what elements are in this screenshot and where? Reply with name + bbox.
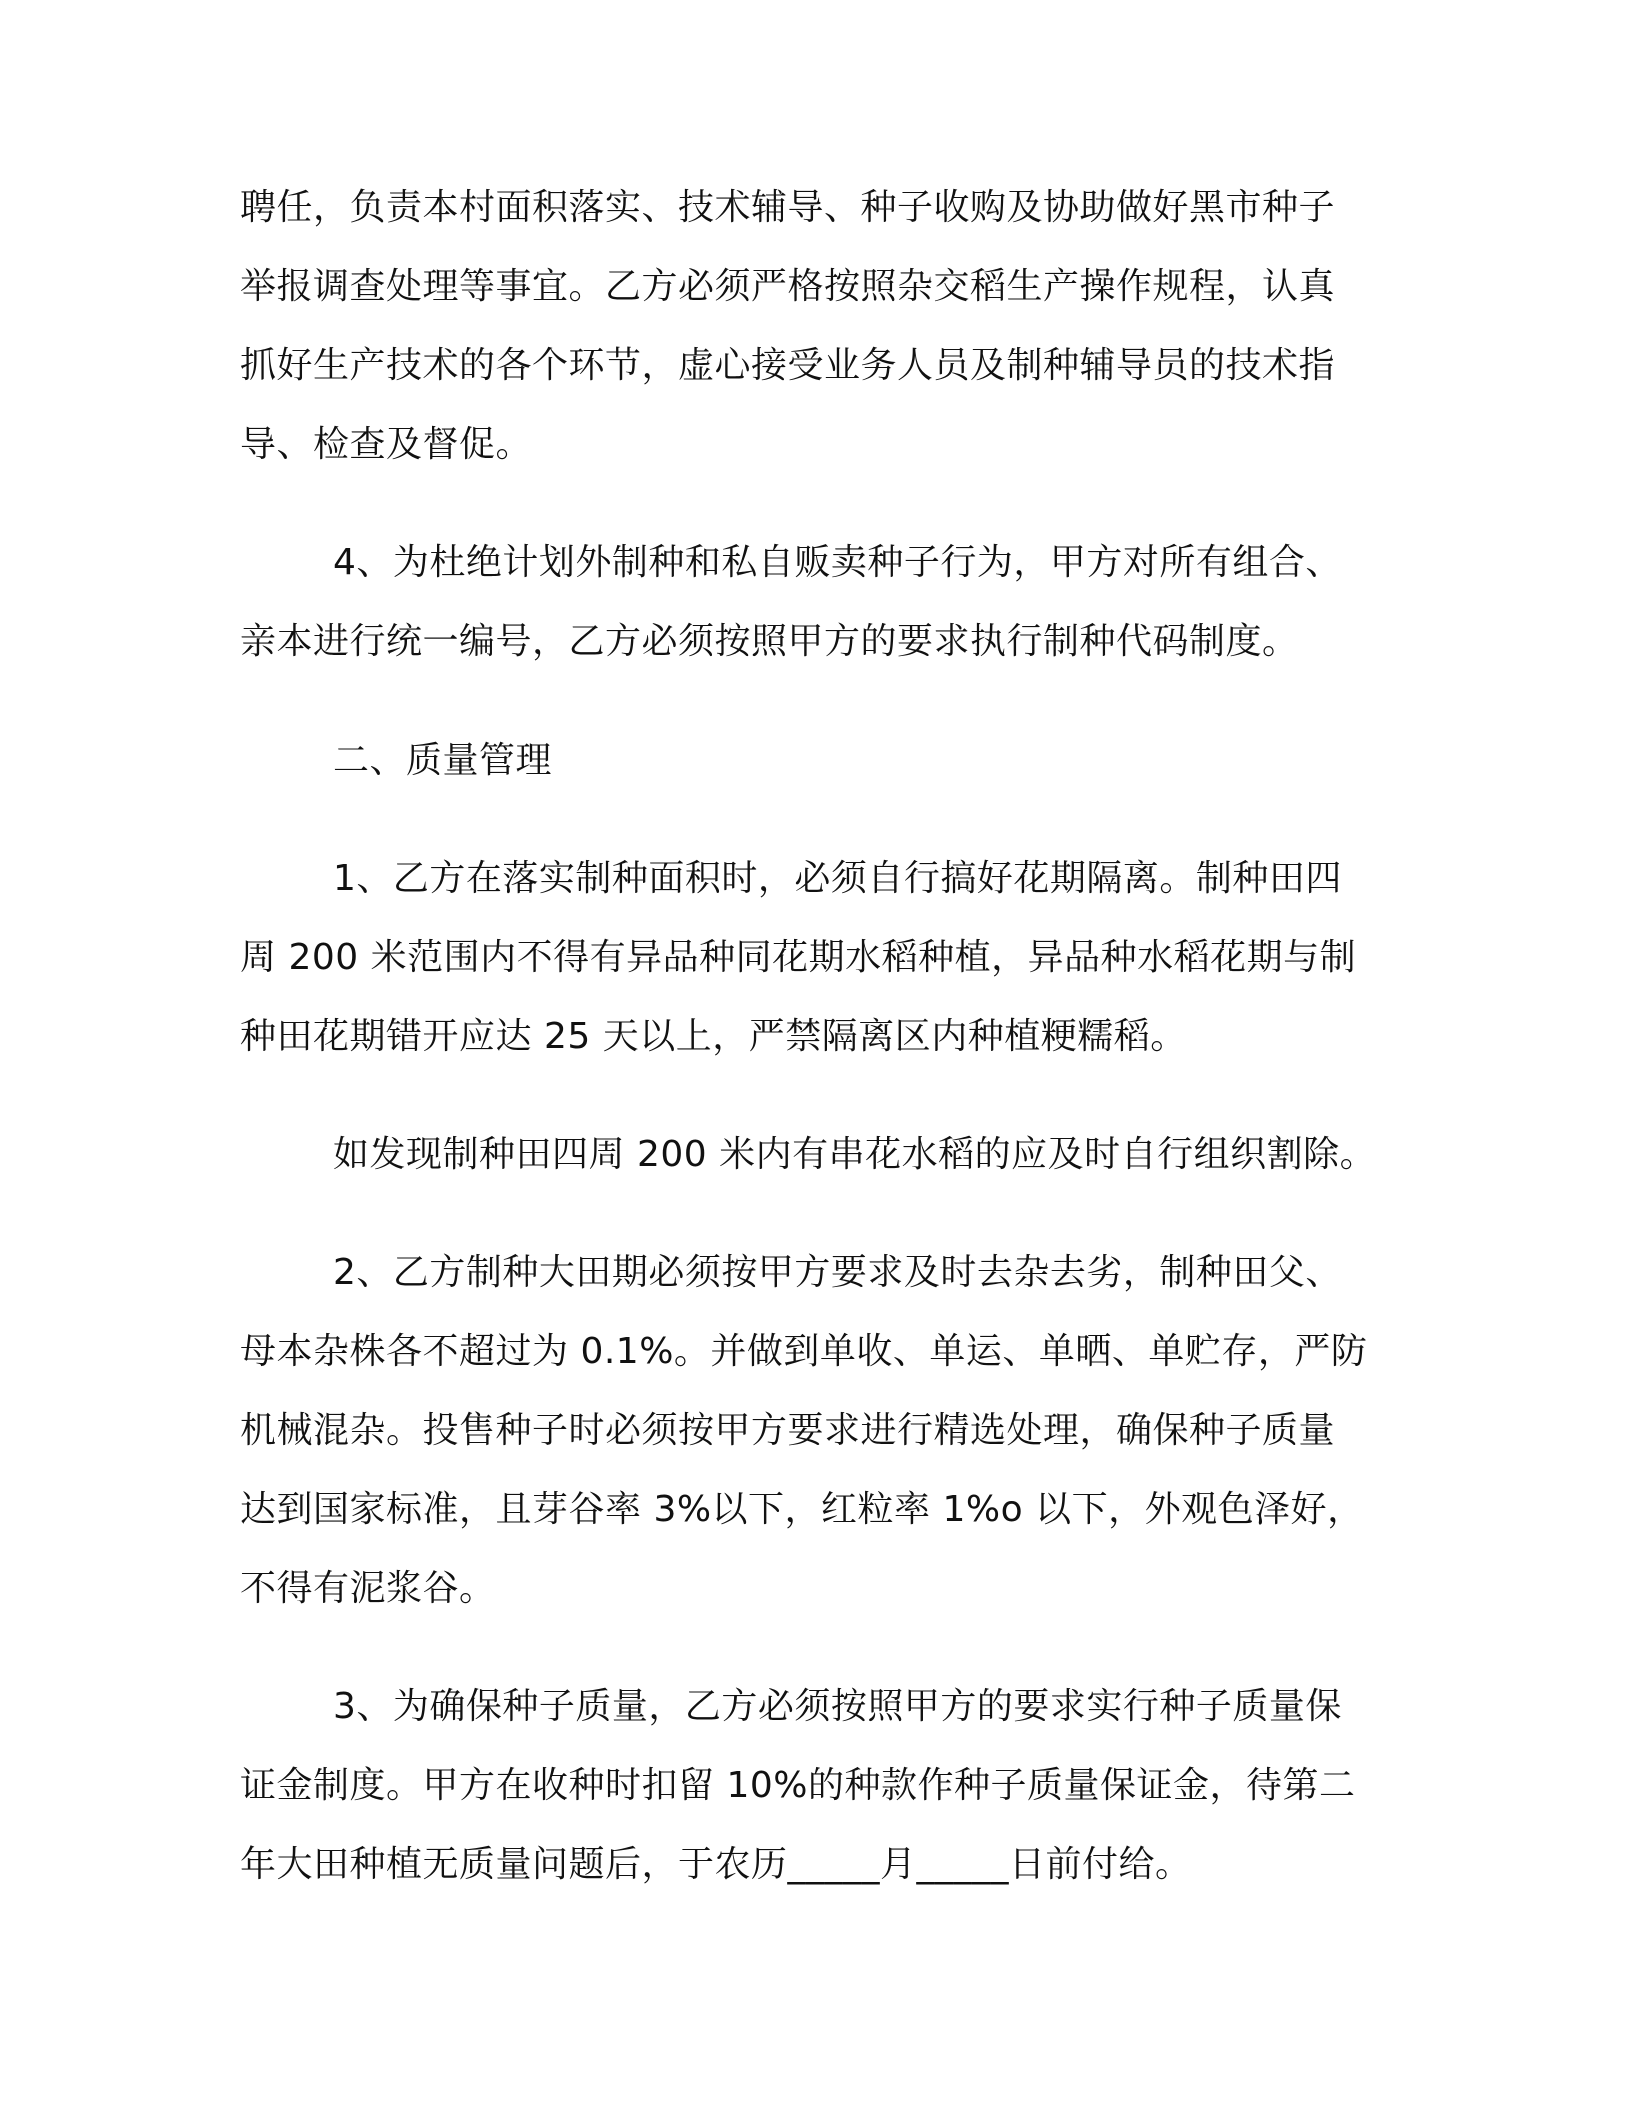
text-line: 抓好生产技术的各个环节，虚心接受业务人员及制种辅导员的技术指 [240, 345, 1336, 386]
document-body [240, 188, 1400, 1884]
text-line: 周 200 米范围内不得有异品种同花期水稻种植，异品种水稻花期与制 [240, 937, 1357, 978]
section-heading [240, 741, 1400, 780]
text-line: 证金制度。甲方在收种时扣留 10%的种款作种子质量保证金，待第二 [240, 1765, 1356, 1806]
paragraph [240, 859, 1400, 1056]
paragraph [240, 1687, 1400, 1884]
paragraph [240, 1135, 1400, 1174]
text-line: 种田花期错开应达 25 天以上，严禁隔离区内种植粳糯稻。 [240, 1016, 1187, 1057]
text-line: 年大田种植无质量问题后，于农历_____月_____日前付给。 [240, 1844, 1192, 1885]
paragraph [240, 543, 1400, 661]
text-line: 亲本进行统一编号，乙方必须按照甲方的要求执行制种代码制度。 [240, 621, 1299, 662]
paragraph [240, 1253, 1400, 1608]
text-line: 达到国家标准，且芽谷率 3%以下，红粒率 1%o 以下，外观色泽好， [240, 1489, 1364, 1530]
text-line: 聘任，负责本村面积落实、技术辅导、种子收购及协助做好黑市种子 [240, 187, 1336, 228]
text-line: 3、为确保种子质量，乙方必须按照甲方的要求实行种子质量保 [333, 1686, 1342, 1727]
text-line: 导、检查及督促。 [240, 424, 533, 465]
heading-line: 二、质量管理 [333, 740, 553, 781]
text-line: 1、乙方在落实制种面积时，必须自行搞好花期隔离。制种田四 [333, 858, 1342, 899]
text-line: 2、乙方制种大田期必须按甲方要求及时去杂去劣，制种田父、 [333, 1252, 1342, 1293]
text-line: 4、为杜绝计划外制种和私自贩卖种子行为，甲方对所有组合、 [333, 542, 1342, 583]
text-line: 不得有泥浆谷。 [240, 1568, 496, 1609]
paragraph [240, 188, 1400, 464]
text-line: 如发现制种田四周 200 米内有串花水稻的应及时自行组织割除。 [333, 1134, 1377, 1175]
text-line: 举报调查处理等事宜。乙方必须严格按照杂交稻生产操作规程，认真 [240, 266, 1336, 307]
text-line: 母本杂株各不超过为 0.1%。并做到单收、单运、单晒、单贮存，严防 [240, 1331, 1368, 1372]
text-line: 机械混杂。投售种子时必须按甲方要求进行精选处理，确保种子质量 [240, 1410, 1336, 1451]
